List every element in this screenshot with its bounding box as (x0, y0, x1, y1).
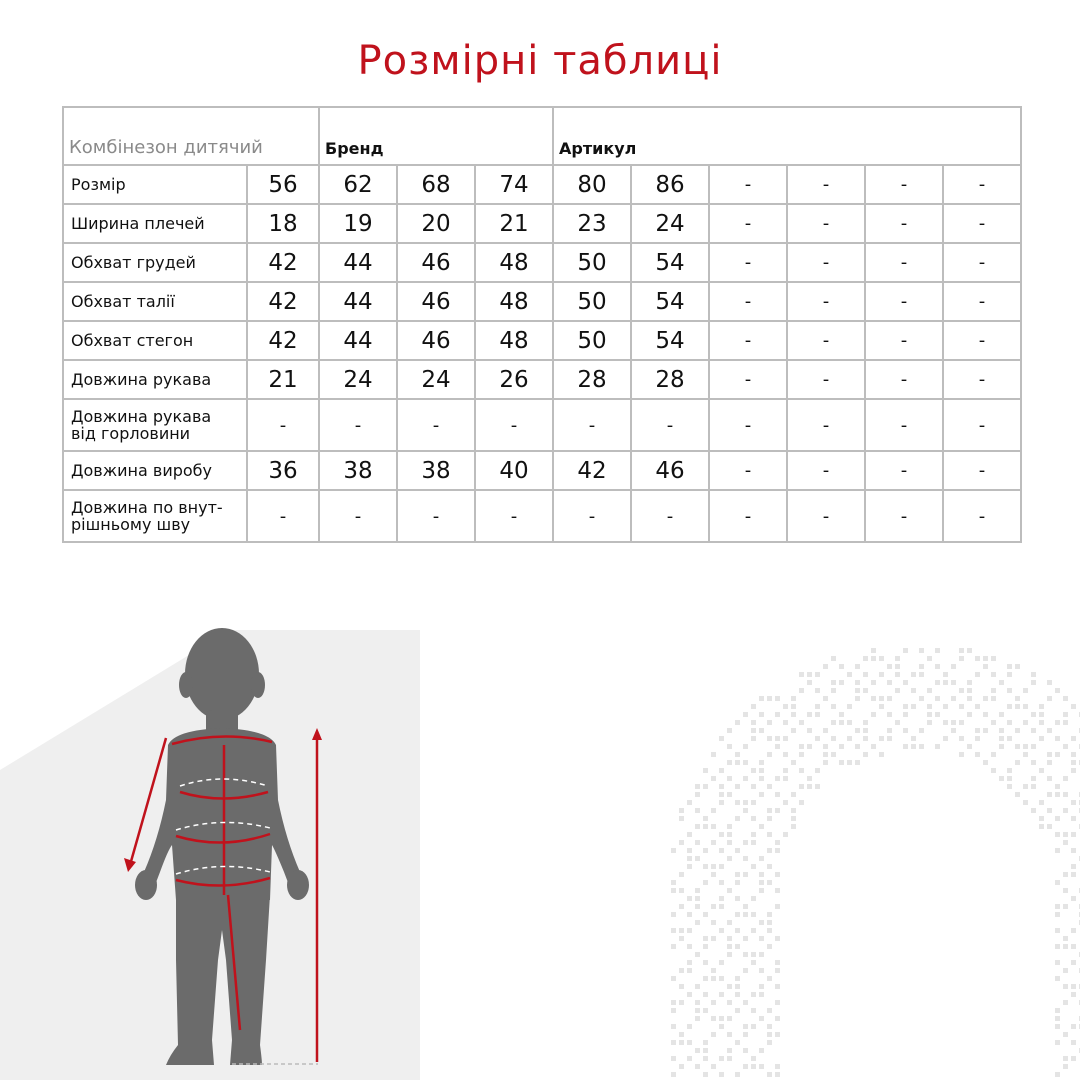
table-cell: 21 (247, 360, 319, 399)
table-cell: 46 (397, 243, 475, 282)
table-row (63, 490, 1021, 542)
row-label-line: від горловини (71, 424, 191, 443)
table-cell: - (865, 321, 943, 360)
table-cell: 20 (397, 204, 475, 243)
table-cell: - (709, 490, 787, 542)
table-cell: 54 (631, 282, 709, 321)
table-cell: - (397, 490, 475, 542)
table-cell: 23 (553, 204, 631, 243)
row-label (63, 490, 247, 542)
table-cell: - (475, 399, 553, 451)
table-cell: 24 (319, 360, 397, 399)
table-row (63, 360, 1021, 399)
table-cell: - (943, 243, 1021, 282)
table-cell: 42 (247, 282, 319, 321)
table-cell: - (787, 321, 865, 360)
table-cell: 38 (397, 451, 475, 490)
table-cell: - (865, 204, 943, 243)
table-row (63, 282, 1021, 321)
child-silhouette-icon (0, 590, 420, 1080)
table-cell: - (475, 490, 553, 542)
table-cell: 24 (631, 204, 709, 243)
table-cell: 26 (475, 360, 553, 399)
table-cell: - (787, 282, 865, 321)
table-cell: 46 (631, 451, 709, 490)
table-cell: 24 (397, 360, 475, 399)
row-label: Довжина рукава (63, 360, 247, 399)
table-cell: 80 (553, 165, 631, 204)
table-cell: 21 (475, 204, 553, 243)
table-cell: 74 (475, 165, 553, 204)
table-cell: 42 (247, 243, 319, 282)
table-cell: 50 (553, 282, 631, 321)
table-cell: - (709, 165, 787, 204)
table-cell: 48 (475, 243, 553, 282)
table-cell: - (247, 490, 319, 542)
table-cell: - (709, 282, 787, 321)
table-cell: 50 (553, 321, 631, 360)
table-cell: 44 (319, 321, 397, 360)
table-cell: - (709, 321, 787, 360)
table-cell: 42 (247, 321, 319, 360)
table-cell: 86 (631, 165, 709, 204)
row-label: Ширина плечей (63, 204, 247, 243)
table-cell: - (709, 243, 787, 282)
table-cell: - (943, 360, 1021, 399)
table-cell: 54 (631, 243, 709, 282)
row-label-line: Довжина рукава (71, 407, 212, 426)
table-header-row (63, 107, 1021, 165)
table-cell: - (865, 243, 943, 282)
table-cell: - (709, 204, 787, 243)
table-cell: - (865, 451, 943, 490)
table-cell: - (865, 282, 943, 321)
table-cell: 46 (397, 321, 475, 360)
row-label: Обхват стегон (63, 321, 247, 360)
table-cell: - (943, 165, 1021, 204)
table-cell: - (865, 399, 943, 451)
table-cell: 19 (319, 204, 397, 243)
table-cell: - (319, 490, 397, 542)
table-cell: - (787, 204, 865, 243)
table-cell: 68 (397, 165, 475, 204)
table-cell: 28 (631, 360, 709, 399)
table-cell: - (787, 360, 865, 399)
product-name: Комбінезон дитячий (63, 107, 319, 165)
table-cell: - (787, 165, 865, 204)
table-cell: - (943, 204, 1021, 243)
table-cell: 40 (475, 451, 553, 490)
table-cell: 54 (631, 321, 709, 360)
table-cell: - (787, 243, 865, 282)
table-cell: - (631, 399, 709, 451)
table-row (63, 204, 1021, 243)
article-label: Артикул (553, 107, 1021, 165)
row-label (63, 399, 247, 451)
table-cell: 46 (397, 282, 475, 321)
row-label: Розмір (63, 165, 247, 204)
table-row (63, 243, 1021, 282)
table-cell: 48 (475, 282, 553, 321)
table-cell: - (865, 360, 943, 399)
table-cell: - (943, 282, 1021, 321)
table-cell: 28 (553, 360, 631, 399)
table-cell: 42 (553, 451, 631, 490)
page-title: Розмірні таблиці (357, 38, 723, 84)
embroidery-ornament-icon (655, 640, 1080, 1080)
brand-label: Бренд (319, 107, 553, 165)
table-cell: - (247, 399, 319, 451)
table-cell: 44 (319, 282, 397, 321)
table-cell: - (943, 321, 1021, 360)
table-cell: 56 (247, 165, 319, 204)
table-cell: 18 (247, 204, 319, 243)
table-cell: - (787, 490, 865, 542)
table-row (63, 451, 1021, 490)
table-cell: - (865, 490, 943, 542)
table-cell: - (397, 399, 475, 451)
table-cell: - (631, 490, 709, 542)
table-cell: 36 (247, 451, 319, 490)
row-label: Обхват талії (63, 282, 247, 321)
table-cell: - (865, 165, 943, 204)
table-cell: - (943, 451, 1021, 490)
row-label-line: рішньому шву (71, 515, 191, 534)
size-table (62, 106, 1022, 543)
row-label-line: Довжина по внут- (71, 498, 223, 517)
table-cell: - (943, 399, 1021, 451)
table-cell: - (787, 399, 865, 451)
table-cell: - (553, 490, 631, 542)
table-row (63, 399, 1021, 451)
table-cell: 62 (319, 165, 397, 204)
table-row (63, 321, 1021, 360)
table-cell: 50 (553, 243, 631, 282)
table-cell: 48 (475, 321, 553, 360)
table-cell: - (709, 399, 787, 451)
row-label: Довжина виробу (63, 451, 247, 490)
table-cell: - (553, 399, 631, 451)
table-row (63, 165, 1021, 204)
table-cell: - (709, 360, 787, 399)
table-cell: - (943, 490, 1021, 542)
table-cell: 38 (319, 451, 397, 490)
table-cell: - (709, 451, 787, 490)
table-cell: - (787, 451, 865, 490)
table-cell: 44 (319, 243, 397, 282)
table-cell: - (319, 399, 397, 451)
row-label: Обхват грудей (63, 243, 247, 282)
